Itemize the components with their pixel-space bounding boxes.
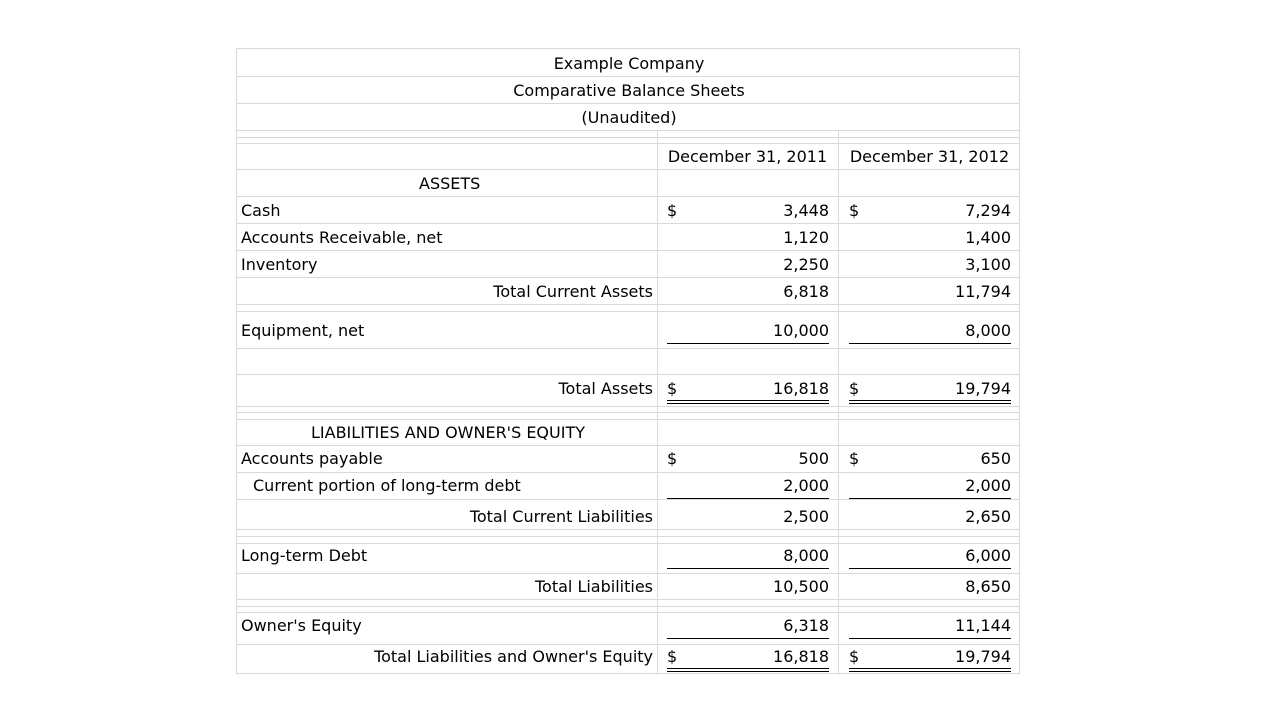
value-cash-2011: 3,448 [783, 201, 829, 220]
value-oe-2011: 6,318 [783, 616, 829, 635]
value-tcl-2012: 2,650 [965, 507, 1011, 526]
grid-line [237, 250, 1019, 251]
value-total-assets-2012: 19,794 [955, 379, 1011, 398]
double-underline [667, 668, 829, 669]
row-label-inventory: Inventory [241, 255, 318, 274]
value-cash-2012: 7,294 [965, 201, 1011, 220]
value-current-ltd-2012: 2,000 [965, 476, 1011, 495]
value-ltd-2012: 6,000 [965, 546, 1011, 565]
grid-line [838, 130, 839, 675]
grid-line [237, 196, 1019, 197]
row-label-accounts-payable: Accounts payable [241, 449, 383, 468]
grid-line [237, 374, 1019, 375]
value-tca-2011: 6,818 [783, 282, 829, 301]
value-ap-2012: 650 [980, 449, 1011, 468]
company-name: Example Company [553, 54, 705, 73]
currency-symbol: $ [667, 449, 678, 468]
value-tl-2011: 10,500 [773, 577, 829, 596]
grid-line [237, 406, 1019, 407]
column-header-2011: December 31, 2011 [667, 147, 828, 166]
currency-symbol: $ [667, 647, 678, 666]
currency-symbol: $ [849, 647, 860, 666]
currency-symbol: $ [849, 201, 860, 220]
value-ar-2012: 1,400 [965, 228, 1011, 247]
value-current-ltd-2011: 2,000 [783, 476, 829, 495]
double-underline [667, 671, 829, 672]
double-underline [849, 400, 1011, 401]
value-tle-2012: 19,794 [955, 647, 1011, 666]
section-liabilities: LIABILITIES AND OWNER'S EQUITY [311, 423, 585, 442]
underline [667, 568, 829, 569]
grid-line [237, 130, 1019, 131]
grid-line [237, 412, 1019, 413]
value-ar-2011: 1,120 [783, 228, 829, 247]
row-label-current-ltd: Current portion of long-term debt [253, 476, 521, 495]
currency-symbol: $ [849, 449, 860, 468]
underline [849, 568, 1011, 569]
row-label-accounts-receivable: Accounts Receivable, net [241, 228, 443, 247]
value-ap-2011: 500 [798, 449, 829, 468]
grid-line [237, 529, 1019, 530]
row-label-total-liabilities-equity: Total Liabilities and Owner's Equity [374, 647, 653, 666]
grid-line [237, 472, 1019, 473]
grid-line [237, 543, 1019, 544]
grid-line [237, 573, 1019, 574]
underline [849, 498, 1011, 499]
double-underline [849, 668, 1011, 669]
row-label-cash: Cash [241, 201, 281, 220]
grid-line [237, 612, 1019, 613]
grid-line [237, 223, 1019, 224]
double-underline [667, 400, 829, 401]
value-tcl-2011: 2,500 [783, 507, 829, 526]
currency-symbol: $ [667, 201, 678, 220]
row-label-total-current-assets: Total Current Assets [493, 282, 653, 301]
underline [667, 343, 829, 344]
value-total-assets-2011: 16,818 [773, 379, 829, 398]
section-assets: ASSETS [419, 174, 481, 193]
value-inventory-2012: 3,100 [965, 255, 1011, 274]
value-tle-2011: 16,818 [773, 647, 829, 666]
value-ltd-2011: 8,000 [783, 546, 829, 565]
grid-line [237, 277, 1019, 278]
grid-line [237, 606, 1019, 607]
underline [667, 498, 829, 499]
row-label-long-term-debt: Long-term Debt [241, 546, 368, 565]
grid-line [237, 169, 1019, 170]
row-label-owners-equity: Owner's Equity [241, 616, 362, 635]
double-underline [667, 403, 829, 404]
row-label-total-current-liabilities: Total Current Liabilities [469, 507, 653, 526]
grid-line [237, 137, 1019, 138]
grid-line [237, 143, 1019, 144]
underline [849, 638, 1011, 639]
grid-line [657, 130, 658, 675]
double-underline [849, 403, 1011, 404]
grid-line [237, 536, 1019, 537]
grid-line [237, 348, 1019, 349]
value-equipment-2012: 8,000 [965, 321, 1011, 340]
grid-line [237, 445, 1019, 446]
grid-line [237, 644, 1019, 645]
underline [849, 343, 1011, 344]
grid-line [237, 419, 1019, 420]
row-label-total-liabilities: Total Liabilities [534, 577, 653, 596]
balance-sheet [236, 48, 1020, 674]
underline [667, 638, 829, 639]
grid-line [237, 76, 1019, 77]
grid-line [237, 103, 1019, 104]
report-title: Comparative Balance Sheets [513, 81, 745, 100]
row-label-total-assets: Total Assets [558, 379, 653, 398]
row-label-equipment: Equipment, net [241, 321, 365, 340]
grid-line [237, 304, 1019, 305]
grid-line [237, 499, 1019, 500]
value-equipment-2011: 10,000 [773, 321, 829, 340]
grid-line [237, 311, 1019, 312]
value-tl-2012: 8,650 [965, 577, 1011, 596]
grid-line [237, 599, 1019, 600]
currency-symbol: $ [667, 379, 678, 398]
column-header-2012: December 31, 2012 [849, 147, 1010, 166]
report-note: (Unaudited) [581, 108, 677, 127]
currency-symbol: $ [849, 379, 860, 398]
value-inventory-2011: 2,250 [783, 255, 829, 274]
value-oe-2012: 11,144 [955, 616, 1011, 635]
double-underline [849, 671, 1011, 672]
value-tca-2012: 11,794 [955, 282, 1011, 301]
